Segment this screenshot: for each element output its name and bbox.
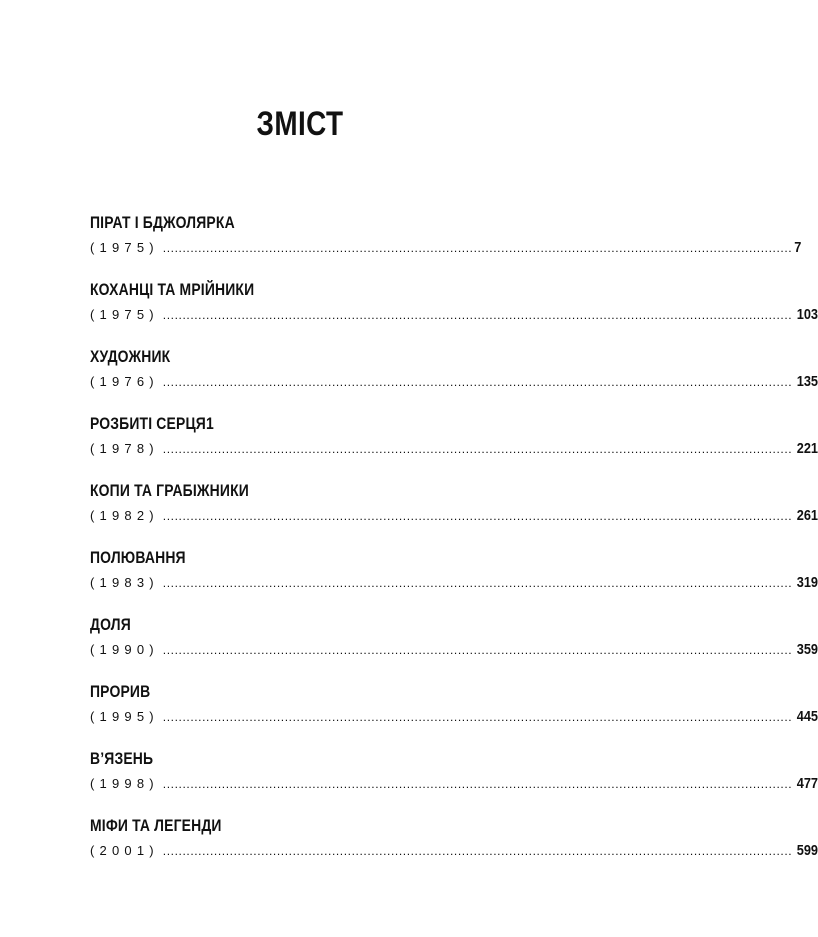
entry-row: [90, 504, 818, 528]
entry-row: [90, 571, 818, 595]
entry-title: КОХАНЦІ ТА МРІЙНИКИ: [90, 280, 255, 299]
entry-title: РОЗБИТІ СЕРЦЯ1: [90, 414, 214, 433]
entry-row: [90, 638, 818, 662]
entry-year: (1995): [90, 709, 159, 724]
toc-entry[interactable]: [90, 478, 818, 545]
toc-entry[interactable]: [90, 277, 818, 344]
entry-year: (1975): [90, 240, 159, 255]
entry-year: (1990): [90, 642, 159, 657]
entry-page-number: 319: [796, 574, 818, 591]
entry-title: КОПИ ТА ГРАБІЖНИКИ: [90, 481, 249, 500]
entry-row: [90, 772, 818, 796]
dot-leader: ................................................................................................................................................................: [162, 710, 793, 724]
toc-entry[interactable]: [90, 746, 818, 813]
dot-leader: ................................................................................................................................................................: [162, 509, 793, 523]
dot-leader: ................................................................................................................................................................: [162, 844, 793, 858]
dot-leader: ................................................................................................................................................................: [162, 576, 793, 590]
entry-page-number: 477: [796, 775, 818, 792]
page-title: ЗМІСТ: [256, 105, 344, 143]
toc-entry[interactable]: [90, 545, 818, 612]
entry-row: [90, 705, 818, 729]
entry-year: (1975): [90, 307, 159, 322]
toc-entry[interactable]: [90, 612, 818, 679]
entry-title: В’ЯЗЕНЬ: [90, 749, 154, 768]
entry-title: ДОЛЯ: [90, 615, 131, 634]
entry-page-number: 135: [796, 373, 818, 390]
entry-row: [90, 839, 818, 863]
entry-year: (1976): [90, 374, 159, 389]
dot-leader: ................................................................................................................................................................: [162, 442, 793, 456]
entry-page-number: 599: [796, 842, 818, 859]
entry-page-number: 445: [796, 708, 818, 725]
entry-year: (2001): [90, 843, 159, 858]
entry-page-number: 221: [796, 440, 818, 457]
entry-page-number: 261: [796, 507, 818, 524]
dot-leader: ................................................................................................................................................................: [162, 241, 793, 255]
dot-leader: ................................................................................................................................................................: [162, 308, 793, 322]
toc-entry[interactable]: [90, 344, 818, 411]
entry-year: (1978): [90, 441, 159, 456]
entry-row: [90, 370, 818, 394]
entry-page-number: 7: [794, 239, 802, 256]
entry-page-number: 103: [796, 306, 818, 323]
dot-leader: ................................................................................................................................................................: [162, 643, 793, 657]
dot-leader: ................................................................................................................................................................: [162, 777, 793, 791]
toc-entry[interactable]: [90, 411, 818, 478]
entry-row: [90, 303, 818, 327]
dot-leader: ................................................................................................................................................................: [162, 375, 793, 389]
table-of-contents: [90, 210, 818, 880]
entry-title: ПРОРИВ: [90, 682, 151, 701]
entry-row: [90, 236, 802, 260]
entry-year: (1983): [90, 575, 159, 590]
entry-title: МІФИ ТА ЛЕГЕНДИ: [90, 816, 222, 835]
entry-title: ПОЛЮВАННЯ: [90, 548, 186, 567]
toc-entry[interactable]: [90, 813, 818, 880]
toc-entry[interactable]: [90, 210, 802, 277]
entry-title: ПІРАТ І БДЖОЛЯРКА: [90, 213, 235, 232]
entry-row: [90, 437, 818, 461]
entry-title: ХУДОЖНИК: [90, 347, 171, 366]
entry-year: (1998): [90, 776, 159, 791]
entry-page-number: 359: [796, 641, 818, 658]
entry-year: (1982): [90, 508, 159, 523]
toc-entry[interactable]: [90, 679, 818, 746]
